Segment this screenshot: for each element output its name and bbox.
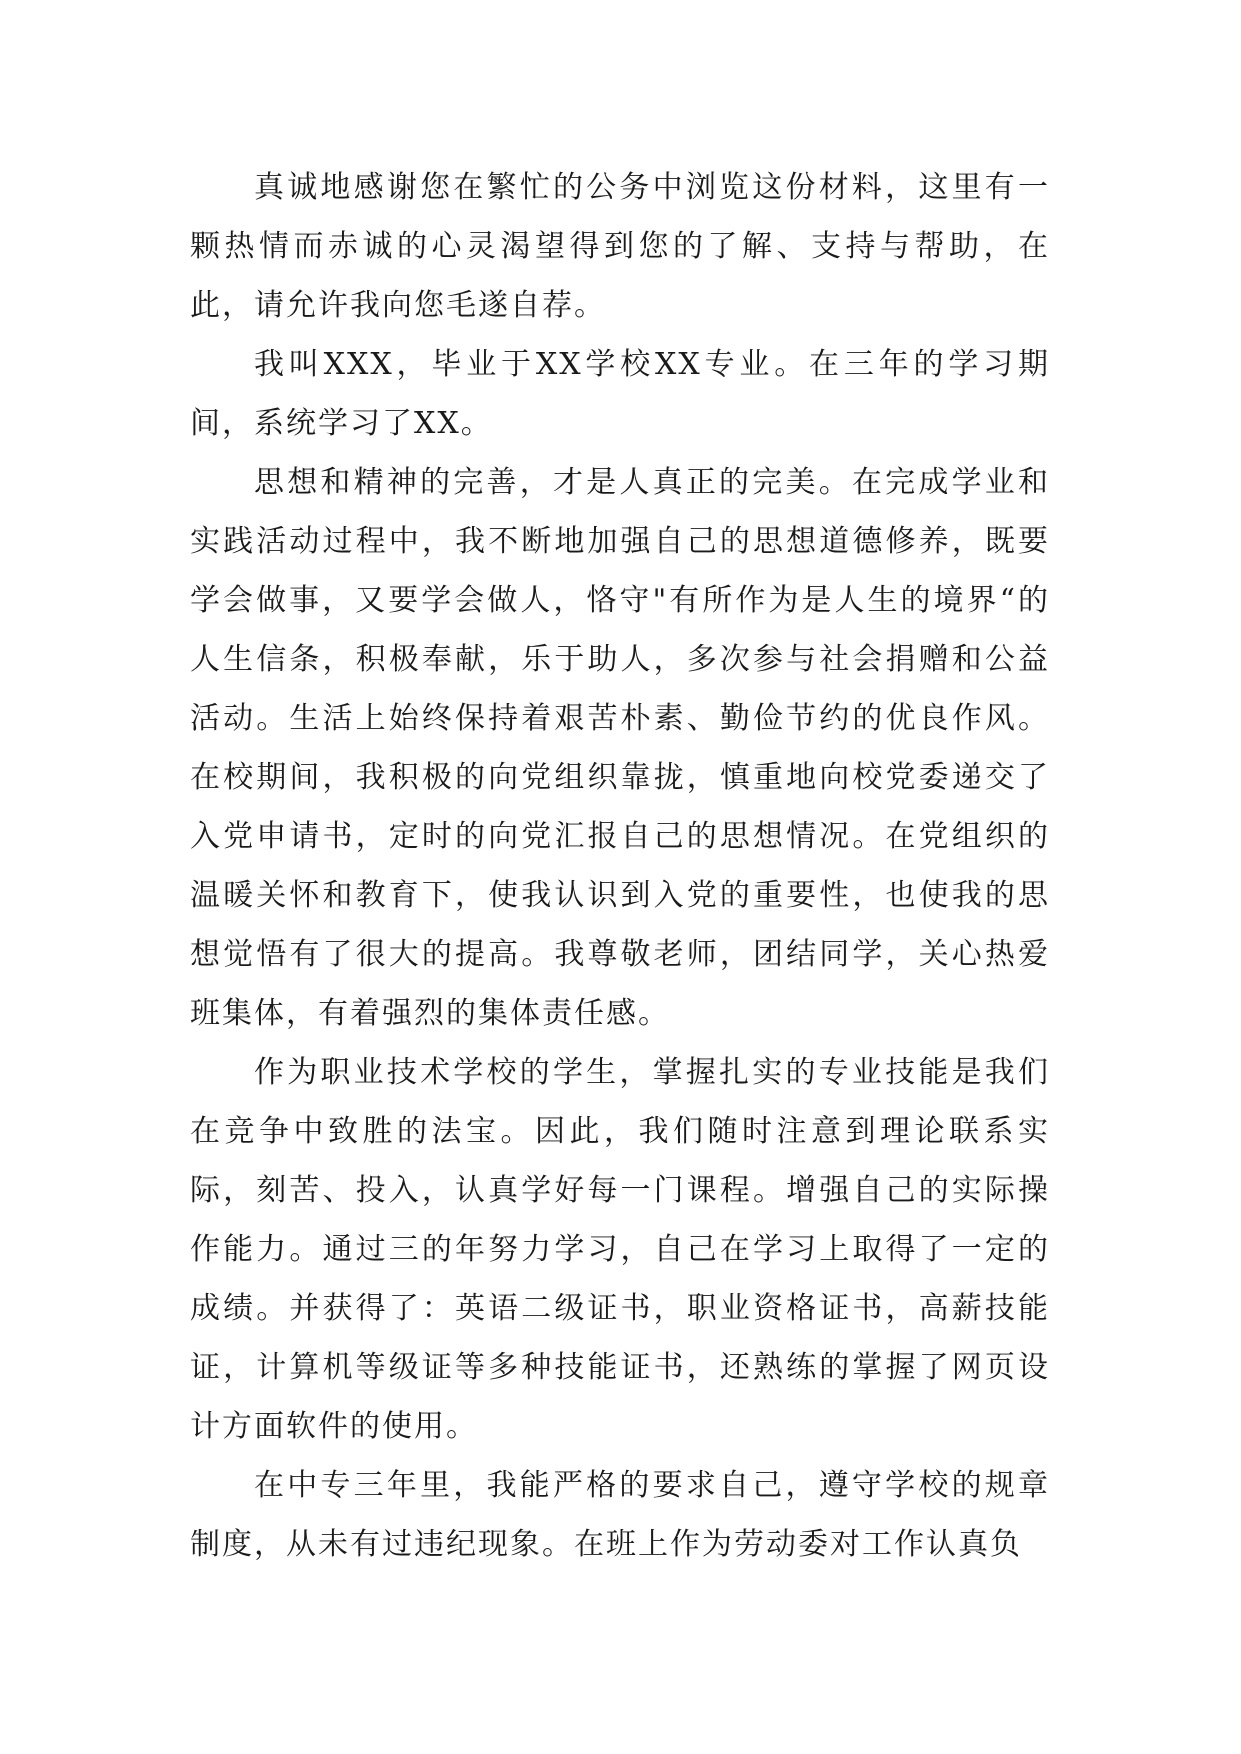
paragraph-intro: 真诚地感谢您在繁忙的公务中浏览这份材料，这里有一颗热情而赤诚的心灵渴望得到您的了解、支持与帮助，在此，请允许我向您毛遂自荐。 bbox=[190, 170, 1050, 323]
paragraph-conduct: 在中专三年里，我能严格的要求自己，遵守学校的规章制度，从未有过违纪现象。在班上作为劳动委对工作认真负 bbox=[190, 1468, 1050, 1562]
document-body bbox=[190, 158, 1050, 1574]
paragraph-character: 思想和精神的完善，才是人真正的完美。在完成学业和实践活动过程中，我不断地加强自己的思想道德修养，既要学会做事，又要学会做人，恪守"有所作为是人生的境界“的人生信条，积极奉献，乐于助人，多次参与社会捐赠和公益活动。生活上始终保持着艰苦朴素、勤俭节约的优良作风。在校期间，我积极的向党组织靠拢，慎重地向校党委递交了入党申请书，定时的向党汇报自己的思想情况。在党组织的温暖关怀和教育下，使我认识到入党的重要性，也使我的思想觉悟有了很大的提高。我尊敬老师，团结同学，关心热爱班集体，有着强烈的集体责任感。 bbox=[190, 465, 1050, 1031]
paragraph-skills: 作为职业技术学校的学生，掌握扎实的专业技能是我们在竞争中致胜的法宝。因此，我们随时注意到理论联系实际，刻苦、投入，认真学好每一门课程。增强自己的实际操作能力。通过三的年努力学习，自己在学习上取得了一定的成绩。并获得了：英语二级证书，职业资格证书，高薪技能证，计算机等级证等多种技能证书，还熟练的掌握了网页设计方面软件的使用。 bbox=[190, 1055, 1050, 1444]
paragraph-background: 我叫XXX，毕业于XX学校XX专业。在三年的学习期间，系统学习了XX。 bbox=[190, 347, 1050, 441]
